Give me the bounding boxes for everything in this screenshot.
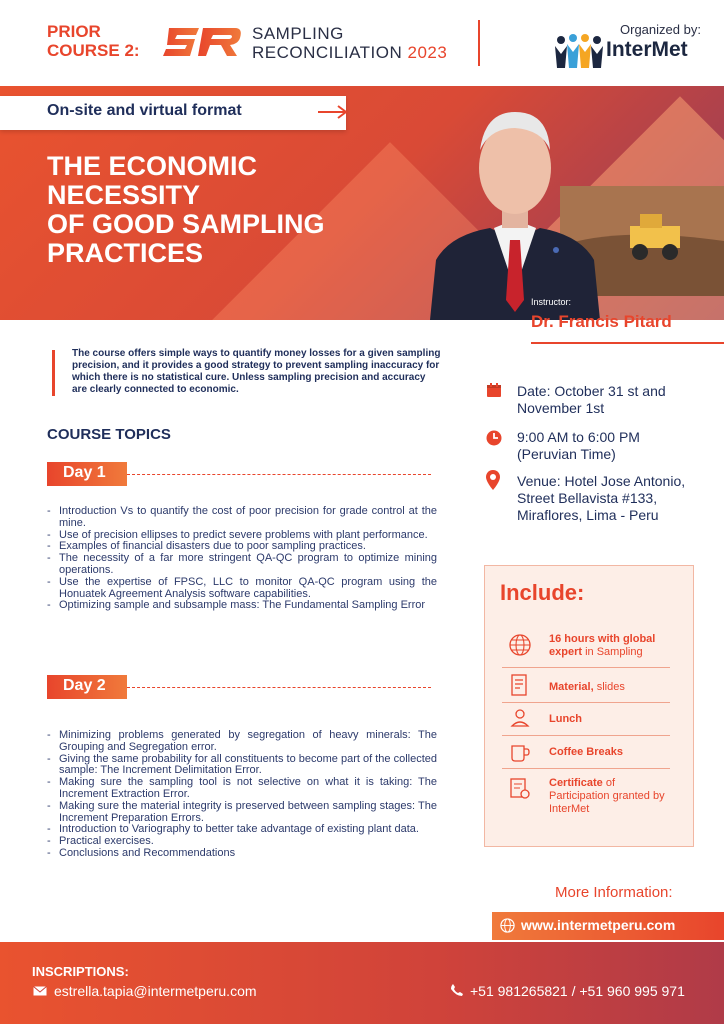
include-divider: [502, 735, 670, 736]
format-label: On-site and virtual format: [47, 102, 242, 119]
calendar-icon: [486, 382, 502, 398]
instructor-underline: [531, 342, 724, 344]
course-title: [47, 152, 407, 268]
include-item-certificate: [549, 777, 669, 816]
include-item-lunch: [549, 713, 669, 726]
event-date: [517, 383, 666, 417]
include-item-bold: 16 hours with global expert: [549, 633, 656, 658]
list-item: - Examples of financial disasters due to poor sampling practices.: [47, 541, 437, 553]
time-line: 9:00 AM to 6:00 PM: [517, 429, 640, 445]
title-line: OF GOOD SAMPLING: [47, 209, 325, 239]
clock-icon: [486, 430, 502, 446]
include-item-bold: Material,: [549, 681, 594, 693]
list-item: - Use of precision ellipses to predict severe problems with plant performance.: [47, 530, 437, 542]
venue-line: Miraflores, Lima - Peru: [517, 507, 659, 523]
day-1-tag: Day 1: [47, 462, 127, 486]
phone-numbers[interactable]: +51 981265821 / +51 960 995 971: [470, 983, 685, 999]
globe-network-icon: [508, 633, 532, 657]
include-item-expert: [549, 633, 669, 659]
include-item-bold: Coffee Breaks: [549, 746, 623, 758]
brand-line-2: RECONCILIATION: [252, 43, 403, 62]
list-item: - Minimizing problems generated by segregation of heavy minerals: The Grouping and Segregation error.: [47, 730, 437, 754]
document-icon: [508, 673, 532, 697]
phone-icon: [450, 983, 464, 997]
instructor-photo: [430, 90, 600, 320]
email-link[interactable]: estrella.tapia@intermetperu.com: [54, 983, 257, 999]
list-item: - Introduction Vs to quantify the cost of poor precision for grade control at the mine.: [47, 506, 437, 530]
sr-logo: [163, 24, 243, 60]
intro-accent-bar: [52, 350, 55, 396]
day-2-topic-list: [47, 730, 437, 860]
globe-icon: [500, 918, 515, 933]
arrow-right-icon: [318, 104, 350, 120]
list-item: - Use the expertise of FPSC, LLC to monitor QA-QC program using the Honuatek Agreement Analysis software capabilities.: [47, 577, 437, 601]
include-item-rest: of Participation granted by InterMet: [549, 777, 665, 815]
prior-line-1: PRIOR: [47, 22, 101, 41]
brand-year: 2023: [407, 43, 448, 62]
time-line: (Peruvian Time): [517, 446, 616, 462]
include-item-material: [549, 681, 669, 694]
include-divider: [502, 768, 670, 769]
lunch-icon: [508, 706, 532, 730]
prior-line-2: COURSE 2:: [47, 41, 140, 60]
list-item: - The necessity of a far more stringent QA-QC program to optimize mining operations.: [47, 553, 437, 577]
list-item: - Optimizing sample and subsample mass: The Fundamental Sampling Error: [47, 600, 437, 612]
date-line: November 1st: [517, 400, 605, 416]
day-1-topic-list: [47, 506, 437, 612]
course-intro: The course offers simple ways to quantify money losses for a given sampling precision, and it provides a good strategy to prevent sampling inaccuracy for which there is no statistical cure. Unless sampling precision and accuracy are clearly connected to economic.: [72, 348, 441, 395]
include-item-coffee: [549, 746, 669, 759]
more-information-label: More Information:: [555, 884, 673, 901]
course-brand: [252, 24, 447, 62]
include-divider: [502, 702, 670, 703]
list-item: - Making sure the sampling tool is not selective on what it is taking: The Increment Extraction Error.: [47, 777, 437, 801]
website-link[interactable]: www.intermetperu.com: [521, 917, 676, 933]
include-item-rest: slides: [593, 681, 625, 693]
inscriptions-label: INSCRIPTIONS:: [32, 964, 129, 979]
day-2-divider: [127, 687, 431, 688]
include-item-rest: in Sampling: [582, 646, 643, 658]
instructor-label: Instructor:: [531, 297, 572, 307]
list-item: - Practical exercises.: [47, 836, 437, 848]
course-topics-title: COURSE TOPICS: [47, 426, 171, 443]
event-venue: [517, 473, 685, 524]
list-item: - Conclusions and Recommendations: [47, 848, 437, 860]
certificate-icon: [508, 777, 532, 801]
list-item: - Introduction to Variography to better take advantage of existing plant data.: [47, 824, 437, 836]
header-divider: [478, 20, 480, 66]
instructor-name: Dr. Francis Pitard: [531, 312, 672, 331]
day-2-tag: Day 2: [47, 675, 127, 699]
venue-line: Street Bellavista #133,: [517, 490, 658, 506]
title-line: PRACTICES: [47, 238, 204, 268]
list-item: - Making sure the material integrity is preserved between sampling stages: The Increment Preparation Errors.: [47, 801, 437, 825]
organized-by-label: Organized by:: [620, 22, 701, 37]
location-pin-icon: [486, 470, 500, 490]
brand-line-1: SAMPLING: [252, 24, 344, 43]
coffee-cup-icon: [508, 740, 532, 764]
include-item-bold: Lunch: [549, 713, 582, 725]
organizer-name: InterMet: [606, 38, 688, 61]
include-divider: [502, 667, 670, 668]
list-item: - Giving the same probability for all constituents to become part of the collected sample: The Increment Delimitation Error.: [47, 754, 437, 778]
day-1-divider: [127, 474, 431, 475]
envelope-icon: [33, 986, 47, 996]
prior-course-label: [47, 22, 140, 60]
title-line: THE ECONOMIC: [47, 151, 258, 181]
event-time: [517, 429, 640, 463]
venue-line: Venue: Hotel Jose Antonio,: [517, 473, 686, 489]
intermet-people-icon: [553, 30, 603, 70]
date-line: Date: October 31 st and: [517, 383, 666, 399]
title-line: NECESSITY: [47, 180, 201, 210]
include-item-bold: Certificate: [549, 777, 603, 789]
include-title: Include:: [500, 580, 585, 605]
